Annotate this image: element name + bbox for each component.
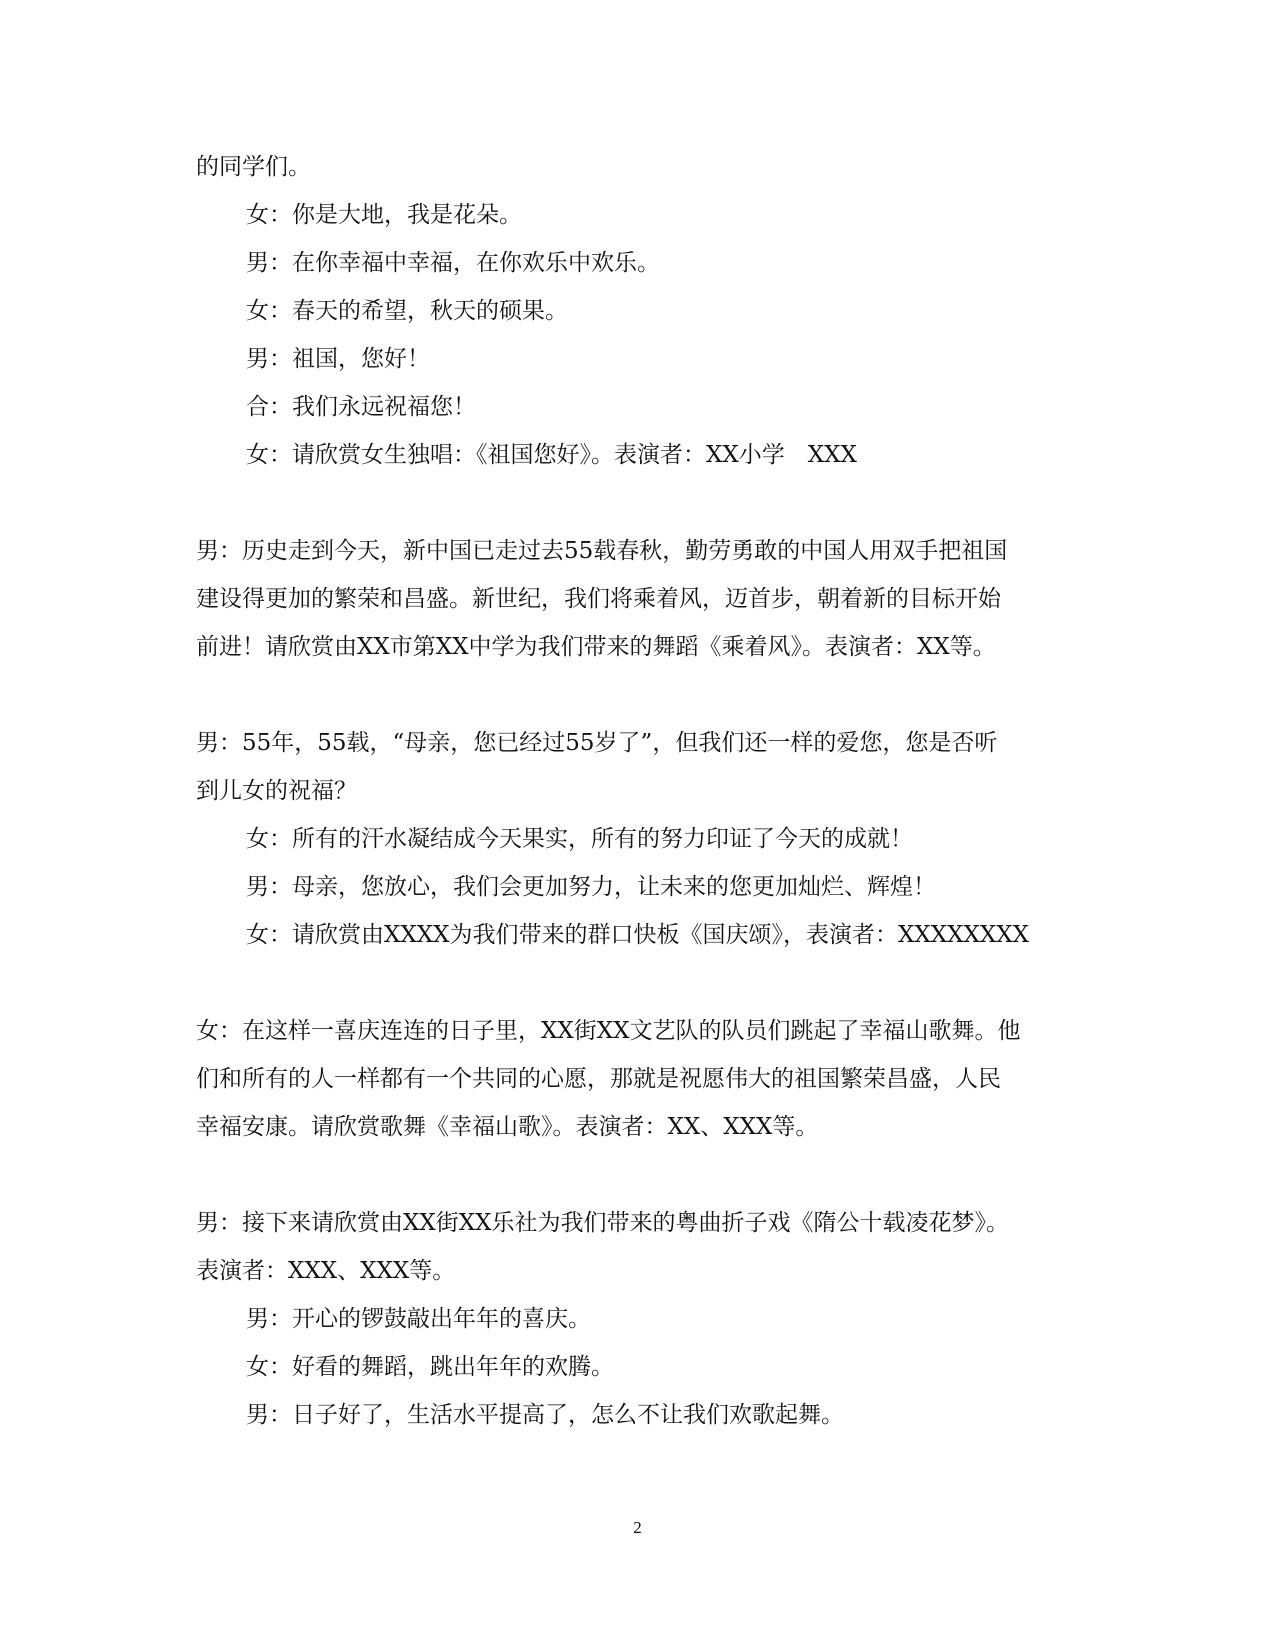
text-line: 到儿女的祝福？ xyxy=(196,778,357,804)
text-line: 男：历史走到今天，新中国已走过去55载春秋，勤劳勇敢的中国人用双手把祖国 xyxy=(196,538,1008,564)
text-line: 女：请欣赏由XXXX为我们带来的群口快板《国庆颂》，表演者：XXXXXXXX xyxy=(246,922,1029,948)
text-line: 女：所有的汗水凝结成今天果实，所有的努力印证了今天的成就！ xyxy=(246,826,913,852)
text-line: 男：祖国，您好！ xyxy=(246,346,430,372)
text-line: 男：接下来请欣赏由XX街XX乐社为我们带来的粤曲折子戏《隋公十载凌花梦》。 xyxy=(196,1210,1009,1236)
text-line: 合：我们永远祝福您！ xyxy=(246,394,476,420)
text-line: 男：在你幸福中幸福，在你欢乐中欢乐。 xyxy=(246,250,660,276)
text-line: 的同学们。 xyxy=(196,154,311,180)
text-line: 女：好看的舞蹈，跳出年年的欢腾。 xyxy=(246,1354,614,1380)
text-line: 建设得更加的繁荣和昌盛。新世纪，我们将乘着风，迈首步，朝着新的目标开始 xyxy=(196,586,1001,612)
text-line: 男：母亲，您放心，我们会更加努力，让未来的您更加灿烂、辉煌！ xyxy=(246,874,936,900)
blank-line xyxy=(196,671,1076,719)
blank-line xyxy=(196,479,1076,527)
text-line: 女：你是大地，我是花朵。 xyxy=(246,202,522,228)
page-number: 2 xyxy=(633,1518,642,1537)
blank-line xyxy=(196,959,1076,1007)
text-line: 女：在这样一喜庆连连的日子里，XX街XX文艺队的队员们跳起了幸福山歌舞。他 xyxy=(196,1018,1021,1044)
text-line: 女：请欣赏女生独唱：《祖国您好》。表演者：XX小学 XXX xyxy=(246,442,857,468)
text-line: 男：55年，55载，“母亲，您已经过55岁了”，但我们还一样的爱您，您是否听 xyxy=(196,730,998,756)
text-line: 男：日子好了，生活水平提高了，怎么不让我们欢歌起舞。 xyxy=(246,1402,844,1428)
text-line: 男：开心的锣鼓敲出年年的喜庆。 xyxy=(246,1306,591,1332)
text-line: 们和所有的人一样都有一个共同的心愿，那就是祝愿伟大的祖国繁荣昌盛，人民 xyxy=(196,1066,1001,1092)
text-line: 前进！请欣赏由XX市第XX中学为我们带来的舞蹈《乘着风》。表演者：XX等。 xyxy=(196,634,996,660)
text-line: 表演者：XXX、XXX等。 xyxy=(196,1258,456,1284)
body-text xyxy=(196,143,1076,1439)
text-line: 幸福安康。请欣赏歌舞《幸福山歌》。表演者：XX、XXX等。 xyxy=(196,1114,819,1140)
text-line: 女：春天的希望，秋天的硕果。 xyxy=(246,298,568,324)
blank-line xyxy=(196,1151,1076,1199)
